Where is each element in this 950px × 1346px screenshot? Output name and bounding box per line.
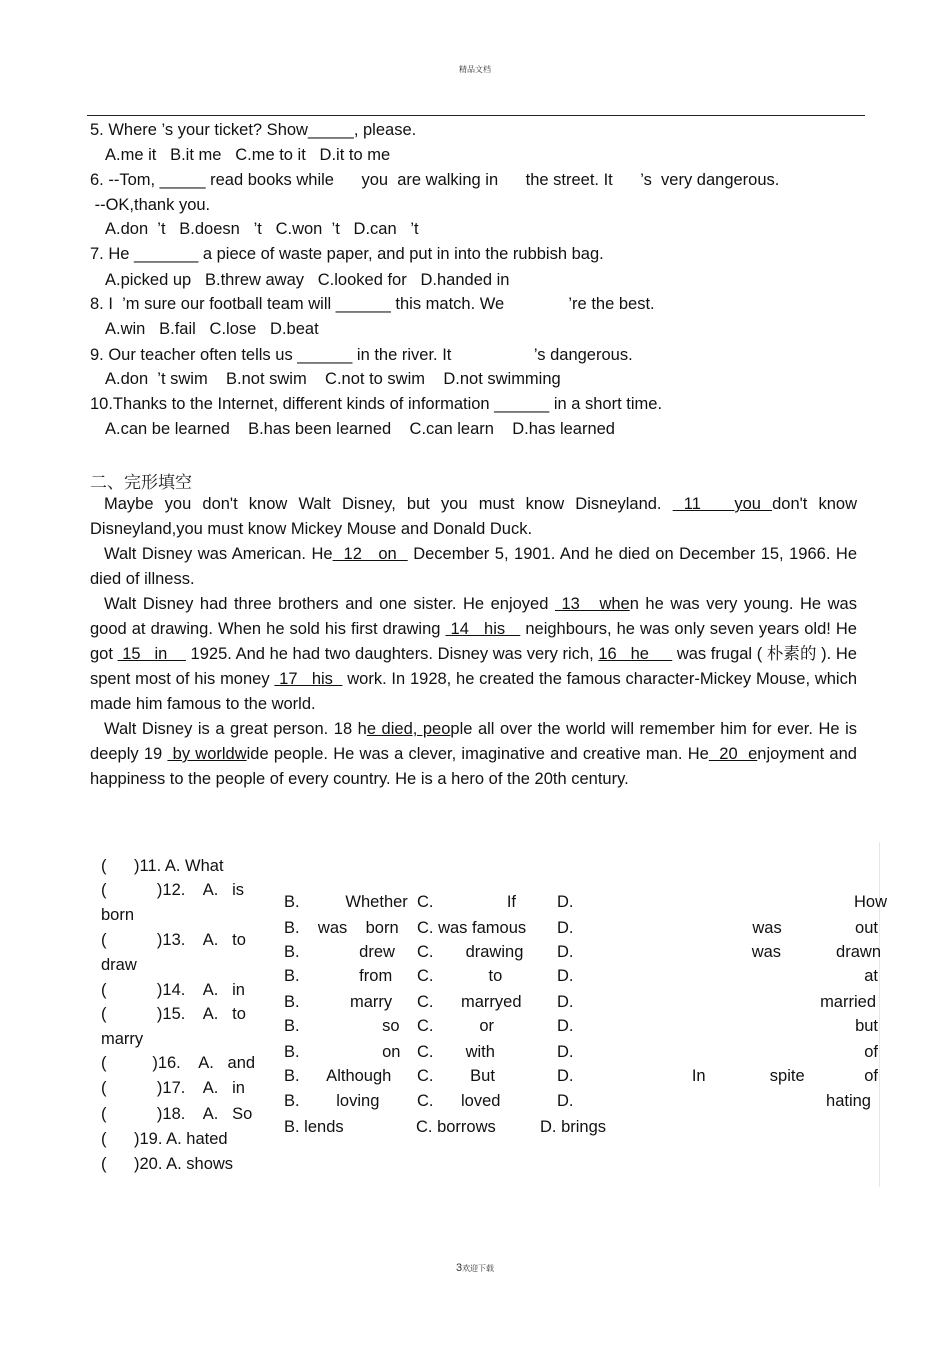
option-number: ( )17. A. in bbox=[101, 1079, 245, 1097]
passage-text: Walt Disney is a great person. 18 h bbox=[104, 720, 367, 738]
footer-text: 欢迎下载 bbox=[462, 1264, 495, 1273]
option-b: B. Whether bbox=[284, 893, 408, 911]
passage-text: was frugal ( 朴素的 ). He spent most of his money bbox=[90, 645, 857, 688]
option-c: C. to bbox=[417, 967, 503, 985]
cloze-passage bbox=[90, 492, 857, 792]
option-number: ( )16. A. and bbox=[101, 1054, 256, 1072]
question-9-options: A.don ’t swim B.not swim C.not to swim D.not swimming bbox=[105, 370, 561, 388]
option-c: C. was famous bbox=[417, 919, 527, 937]
page-footer bbox=[0, 1262, 950, 1274]
question-6-stem: 6. --Tom, _____ read books while you are walking in the street. It ’s very dangerous. bbox=[90, 171, 780, 189]
option-c: C. marryed bbox=[417, 993, 522, 1011]
option-c: C. If bbox=[417, 893, 517, 911]
option-row bbox=[101, 1130, 878, 1154]
passage-text: njoyment and happiness to the people of every country. He is a hero of the 20th century. bbox=[90, 745, 857, 788]
passage-text: ide people. He was a clever, imaginative and creative man. He bbox=[246, 745, 709, 763]
option-d-text: hating bbox=[826, 1092, 871, 1110]
passage-text: Walt Disney had three brothers and one sister. He enjoyed bbox=[104, 595, 555, 613]
blank-17: 17 his bbox=[274, 670, 343, 688]
passage-text: 1925. And he had two daughters. Disney was very rich, bbox=[185, 645, 599, 663]
passage-text: don't know Disneyland,you must know Mickey Mouse and Donald Duck. bbox=[90, 495, 858, 538]
paragraph-3 bbox=[90, 592, 857, 717]
question-7-options: A.picked up B.threw away C.looked for D.handed in bbox=[105, 271, 510, 289]
option-b: B. was born bbox=[284, 919, 399, 937]
option-d-text: In spite of bbox=[691, 1067, 878, 1085]
question-5-stem: 5. Where ’s your ticket? Show_____, please. bbox=[90, 121, 417, 139]
blank-15: 15 in bbox=[117, 645, 186, 663]
question-6-reply: --OK,thank you. bbox=[90, 196, 211, 214]
option-number: ( )19. A. hated bbox=[101, 1130, 228, 1148]
passage-text: Walt Disney was American. He bbox=[104, 545, 333, 563]
blank-18: e died, peo bbox=[366, 720, 451, 738]
question-5-options: A.me it B.it me C.me to it D.it to me bbox=[105, 146, 391, 164]
option-number: ( )13. A. to bbox=[101, 931, 246, 949]
question-10-options: A.can be learned B.has been learned C.can learn D.has learned bbox=[105, 420, 615, 438]
option-c: C. loved bbox=[417, 1092, 501, 1110]
option-b: B. drew bbox=[284, 943, 395, 961]
option-number: ( )15. A. to bbox=[101, 1005, 246, 1023]
option-d-text: How bbox=[853, 893, 887, 911]
option-d: D. bbox=[557, 1092, 574, 1110]
question-10-stem: 10.Thanks to the Internet, different kinds of information ______ in a short time. bbox=[90, 395, 663, 413]
section-title: 二、完形填空 bbox=[90, 473, 192, 493]
question-9-stem: 9. Our teacher often tells us ______ in the river. It ’s dangerous. bbox=[90, 346, 633, 364]
question-8-options: A.win B.fail C.lose D.beat bbox=[105, 320, 319, 338]
option-d-text: married bbox=[820, 993, 876, 1011]
option-number: ( )20. A. shows bbox=[101, 1155, 234, 1173]
question-8-stem: 8. I ’m sure our football team will ______ this match. We ’re the best. bbox=[90, 295, 655, 313]
option-number: ( )11. A. What bbox=[101, 857, 224, 875]
option-number: ( )14. A. in bbox=[101, 981, 245, 999]
option-c: C. drawing bbox=[417, 943, 524, 961]
option-row bbox=[101, 857, 878, 881]
option-d-text: was drawn bbox=[751, 943, 881, 961]
paragraph-1 bbox=[90, 492, 857, 542]
option-b: B. on bbox=[284, 1043, 401, 1061]
option-d: D. bbox=[557, 967, 574, 985]
passage-text: Maybe you don't know Walt Disney, but you must know Disneyland. bbox=[104, 495, 673, 513]
option-b: B. from bbox=[284, 967, 393, 985]
option-d: D. bbox=[557, 1017, 574, 1035]
option-d-text: but bbox=[855, 1017, 878, 1035]
option-row bbox=[101, 1155, 878, 1179]
passage-text: ple all over the world will remember him for ever. He is deeply 19 bbox=[90, 720, 858, 763]
blank-12: 12 on bbox=[332, 545, 408, 563]
blank-11: 11 you bbox=[672, 495, 773, 513]
option-d-text: at bbox=[864, 967, 878, 985]
passage-text: n he was very young. He was good at drawing. When he sold his first drawing bbox=[90, 595, 857, 638]
option-d: D. bbox=[557, 1067, 574, 1085]
passage-text: December 5, 1901. And he died on December 15, 1966. He died of illness. bbox=[90, 545, 858, 588]
option-b: B. loving bbox=[284, 1092, 380, 1110]
option-c: C. But bbox=[417, 1067, 495, 1085]
option-d: D. bbox=[557, 919, 574, 937]
option-number: ( )18. A. So bbox=[101, 1105, 253, 1123]
option-d-text: was out bbox=[752, 919, 878, 937]
paragraph-4 bbox=[90, 717, 857, 792]
option-d: D. brings bbox=[540, 1118, 607, 1136]
option-number: marry bbox=[101, 1030, 144, 1048]
option-c: C. borrows bbox=[416, 1118, 496, 1136]
option-d: D. bbox=[557, 893, 574, 911]
blank-13: 13 whe bbox=[554, 595, 630, 613]
page-number: 3 bbox=[455, 1262, 463, 1274]
option-c: C. or bbox=[417, 1017, 495, 1035]
passage-text: neighbours, he was only seven years old! He got bbox=[90, 620, 857, 663]
header-rule bbox=[87, 115, 865, 116]
blank-14: 14 his bbox=[445, 620, 521, 638]
option-number: born bbox=[101, 906, 135, 924]
passage-text: work. In 1928, he created the famous character-Mickey Mouse, which made him famous to the world. bbox=[90, 670, 858, 713]
option-d: D. bbox=[557, 1043, 574, 1061]
question-6-options: A.don ’t B.doesn ’t C.won ’t D.can ’t bbox=[105, 220, 419, 238]
paragraph-2 bbox=[90, 542, 857, 592]
blank-19: by worldw bbox=[167, 745, 247, 763]
option-number: ( )12. A. is bbox=[101, 881, 245, 899]
blank-20: 20 e bbox=[708, 745, 758, 763]
blank-16: 16 he bbox=[598, 645, 673, 663]
page-header: 精品文档 bbox=[459, 65, 491, 74]
option-number: draw bbox=[101, 956, 137, 974]
option-c: C. with bbox=[417, 1043, 495, 1061]
option-b: B. so bbox=[284, 1017, 400, 1035]
option-b: B. Although bbox=[284, 1067, 392, 1085]
option-d: D. bbox=[557, 993, 574, 1011]
option-d: D. bbox=[557, 943, 574, 961]
option-d-text: of bbox=[864, 1043, 878, 1061]
option-b: B. marry bbox=[284, 993, 393, 1011]
question-7-stem: 7. He _______ a piece of waste paper, and put in into the rubbish bag. bbox=[90, 245, 604, 263]
option-b: B. lends bbox=[284, 1118, 344, 1136]
